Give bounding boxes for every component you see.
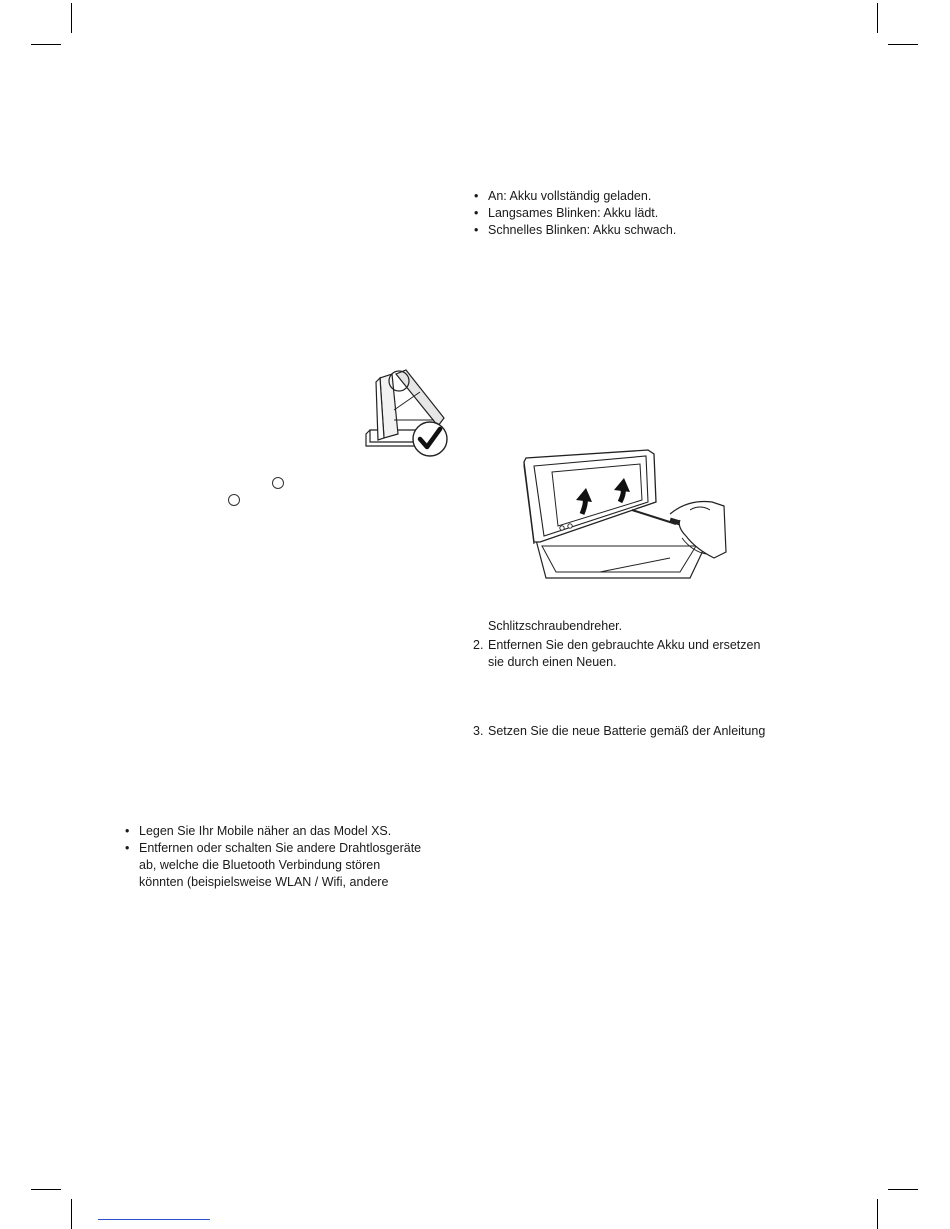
crop-mark-top-left-v [71,3,72,33]
step-number: 3. [473,724,484,738]
troubleshooting-line: könnten (beispielsweise WLAN / Wifi, andere [139,875,389,889]
led-status-item: • Langsames Blinken: Akku lädt. [473,205,833,222]
troubleshooting-item [124,840,464,891]
step-text-line: sie durch einen Neuen. [488,655,617,669]
bottom-link-line [98,1219,210,1220]
led-status-list [473,188,833,239]
battery-compartment-illustration [520,444,730,582]
step-item [473,637,833,671]
step-item [473,723,833,740]
troubleshooting-list [124,823,464,891]
led-status-item: • An: Akku vollständig geladen. [473,188,833,205]
step1-tail-text: Schlitzschraubendreher. [488,619,623,633]
troubleshooting-item: • Legen Sie Ihr Mobile näher an das Model XS. [124,823,464,840]
battery-steps-list-2 [473,723,833,740]
crop-mark-bottom-right-h [888,1189,918,1190]
circle-marker [228,494,240,506]
led-status-item: • Schnelles Blinken: Akku schwach. [473,222,833,239]
crop-mark-bottom-left-v [71,1199,72,1229]
troubleshooting-line: ab, welche die Bluetooth Verbindung stören [139,858,381,872]
battery-steps-list [473,637,833,671]
step-text-line: Setzen Sie die neue Batterie gemäß der Anleitung [488,724,766,738]
crop-mark-bottom-left-h [31,1189,61,1190]
troubleshooting-line: Entfernen oder schalten Sie andere Drahtlosgeräte [139,841,422,855]
crop-mark-top-right-h [888,44,918,45]
circle-marker [272,477,284,489]
step-number: 2. [473,638,484,652]
crop-mark-top-left-h [31,44,61,45]
crop-mark-top-right-v [877,3,878,33]
crop-mark-bottom-right-v [877,1199,878,1229]
check-icon [411,420,449,458]
step-text-line: Entfernen Sie den gebrauchte Akku und ersetzen [488,638,761,652]
